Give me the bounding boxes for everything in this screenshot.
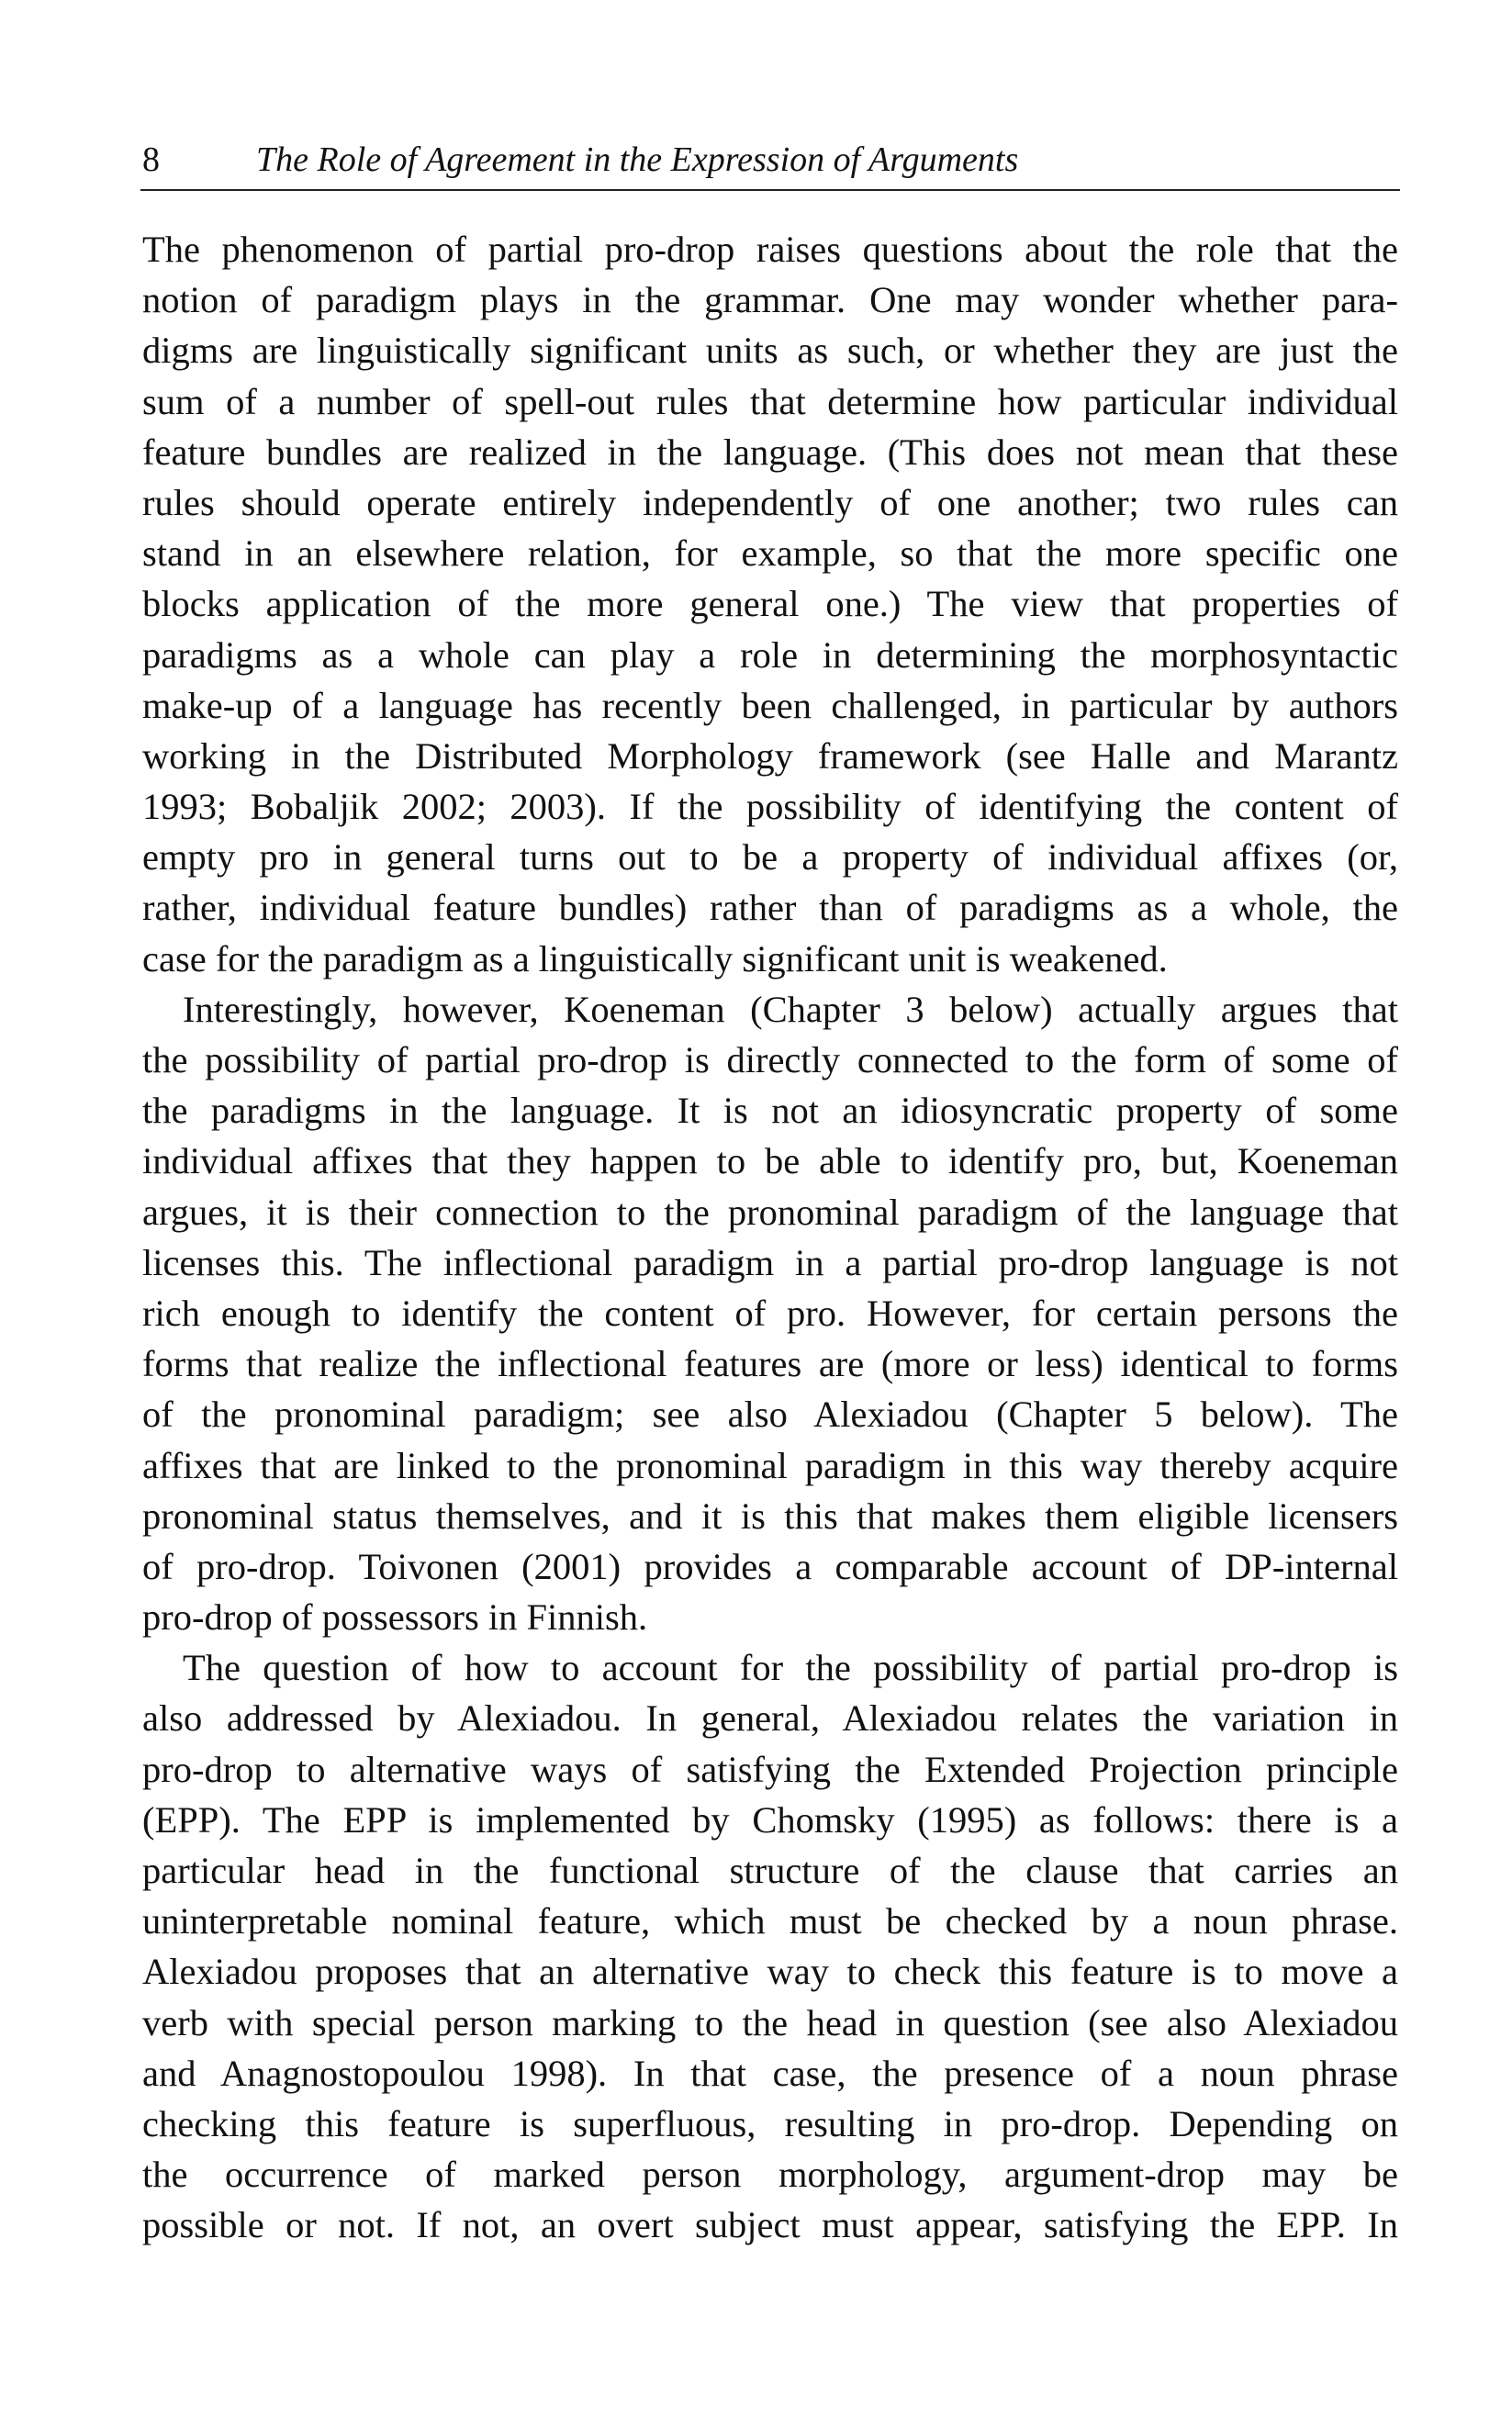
text-line: rather, individual feature bundles) rather than of paradigms as a whole, the <box>142 887 1398 929</box>
text-line: Interestingly, however, Koeneman (Chapter 3 below) actually argues that <box>183 988 1398 1030</box>
text-line: The question of how to account for the possibility of partial pro-drop is <box>183 1647 1398 1689</box>
text-line: blocks application of the more general one.) The view that properties of <box>142 583 1398 625</box>
text-line: and Anagnostopoulou 1998). In that case, the presence of a noun phrase <box>142 2052 1398 2094</box>
text-line: pronominal status themselves, and it is this that makes them eligible licensers <box>142 1494 1398 1537</box>
text-line: checking this feature is superfluous, resulting in pro-drop. Depending on <box>142 2102 1398 2144</box>
text-line: verb with special person marking to the head in question (see also Alexiadou <box>142 2001 1398 2043</box>
text-line: of pro-drop. Toivonen (2001) provides a comparable account of DP-internal <box>142 1545 1398 1587</box>
text-line: licenses this. The inflectional paradigm in a partial pro-drop language is not <box>142 1241 1398 1283</box>
text-line: pro-drop of possessors in Finnish. <box>142 1596 648 1639</box>
running-title: The Role of Agreement in the Expression of Arguments <box>256 140 1019 179</box>
paragraph-2 <box>142 984 1398 1642</box>
text-line: paradigms as a whole can play a role in determining the morphosyntactic <box>142 633 1398 676</box>
text-line: the occurrence of marked person morphology, argument-drop may be <box>142 2154 1398 2196</box>
text-line: make-up of a language has recently been challenged, in particular by authors <box>142 684 1398 726</box>
text-line: pro-drop to alternative ways of satisfying the Extended Projection principle <box>142 1748 1398 1790</box>
text-line: affixes that are linked to the pronominal paradigm in this way thereby acquire <box>142 1444 1398 1486</box>
text-line: working in the Distributed Morphology framework (see Halle and Marantz <box>142 734 1398 777</box>
page-number: 8 <box>142 140 160 179</box>
text-line: of the pronominal paradigm; see also Alexiadou (Chapter 5 below). The <box>142 1394 1398 1436</box>
text-line: particular head in the functional structure of the clause that carries an <box>142 1850 1398 1891</box>
text-line: forms that realize the inflectional features are (more or less) identical to forms <box>142 1343 1398 1385</box>
text-line: digms are linguistically significant units as such, or whether they are just the <box>142 330 1398 372</box>
text-line: stand in an elsewhere relation, for example, so that the more specific one <box>142 532 1398 575</box>
text-line: rich enough to identify the content of pro. However, for certain persons the <box>142 1292 1398 1334</box>
text-line: notion of paradigm plays in the grammar. One may wonder whether para- <box>142 279 1398 321</box>
text-line: 1993; Bobaljik 2002; 2003). If the possibility of identifying the content of <box>142 786 1398 828</box>
text-line: empty pro in general turns out to be a property of individual affixes (or, <box>142 836 1398 879</box>
text-line: individual affixes that they happen to be able to identify pro, but, Koeneman <box>142 1140 1398 1182</box>
text-line: sum of a number of spell-out rules that determine how particular individual <box>142 380 1398 422</box>
text-line: also addressed by Alexiadou. In general, Alexiadou relates the variation in <box>142 1697 1398 1740</box>
running-header <box>140 134 1400 191</box>
text-line: the paradigms in the language. It is not an idiosyncratic property of some <box>142 1090 1398 1132</box>
text-line: uninterpretable nominal feature, which must be checked by a noun phrase. <box>142 1900 1398 1942</box>
body-text <box>142 224 1398 2251</box>
paragraph-3 <box>142 1642 1398 2250</box>
paragraph-1 <box>142 224 1398 984</box>
text-line: possible or not. If not, an overt subject must appear, satisfying the EPP. In <box>142 2204 1398 2246</box>
text-line: feature bundles are realized in the language. (This does not mean that these <box>142 431 1398 473</box>
text-line: Alexiadou proposes that an alternative way to check this feature is to move a <box>142 1951 1398 1993</box>
text-line: (EPP). The EPP is implemented by Chomsky (1995) as follows: there is a <box>142 1798 1398 1841</box>
text-line: The phenomenon of partial pro-drop raises questions about the role that the <box>142 229 1398 270</box>
text-line: case for the paradigm as a linguistically significant unit is weakened. <box>142 937 1168 980</box>
text-line: rules should operate entirely independently of one another; two rules can <box>142 481 1398 523</box>
text-line: argues, it is their connection to the pronominal paradigm of the language that <box>142 1191 1398 1233</box>
text-line: the possibility of partial pro-drop is directly connected to the form of some of <box>142 1039 1398 1080</box>
